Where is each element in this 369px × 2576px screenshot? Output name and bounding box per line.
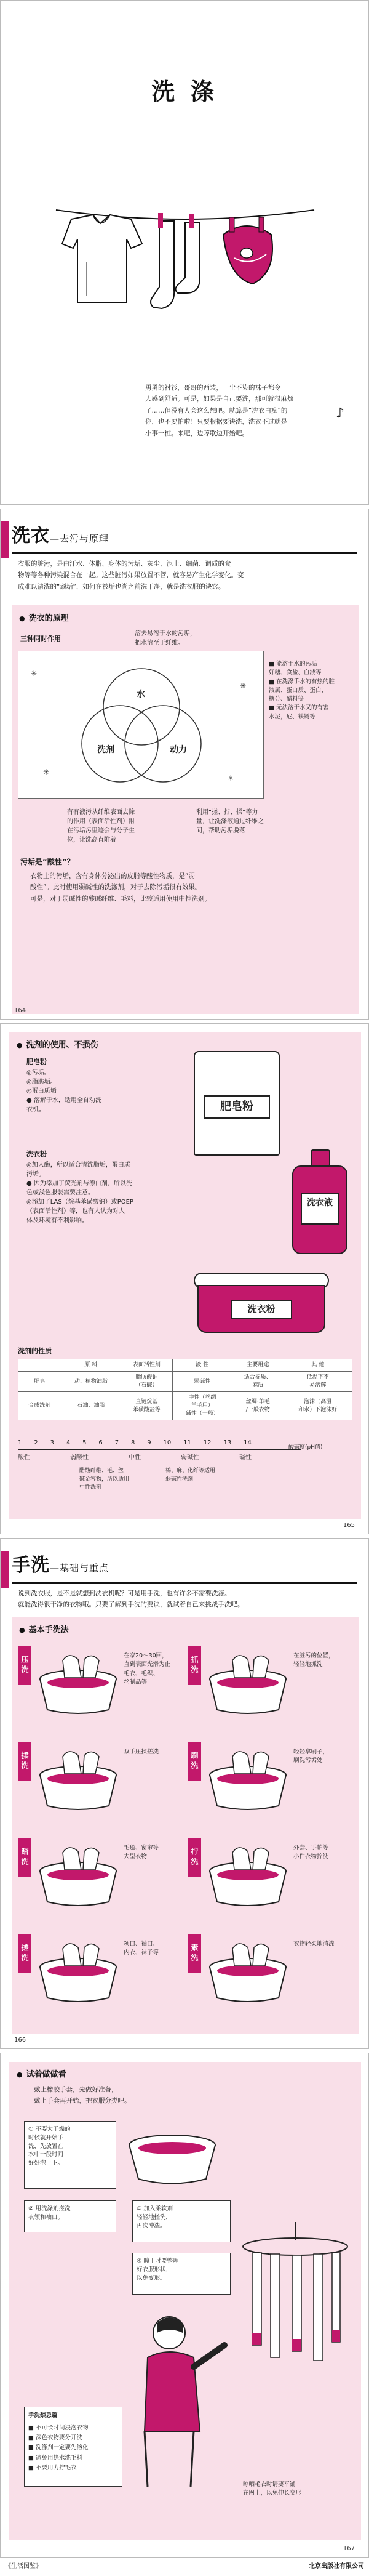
- dirt-acid-text: 衣物上的污垢，含有身体分泌出的皮脂等酸性物质，是“弱 酸性”。此时使用弱碱性的洗涤剂，对于去除污垢很有效果。 可是，对于弱碱性的酸碱纤维、毛料，比较适用使用中性洗剂。: [30, 872, 211, 903]
- principle-panel: [12, 605, 359, 1014]
- title-page: [0, 0, 369, 505]
- wash-step-text: 在家20～30回， 直到表面光滑为止 毛衣、毛织、 丝制品等: [124, 1652, 171, 1686]
- ph-numbers: 1 2 3 4 5 6 7 8 9 10 11 12 13 14: [18, 1439, 252, 1446]
- table-header-row: 原 料 表面活性剂 液 性 主要用途 其 他: [18, 1359, 352, 1372]
- svg-text:✳: ✳: [240, 682, 247, 690]
- soap-items: ◎污垢。 ◎脂肪垢。 ◎蛋白质垢。 ● 溶解于水，适用全自动洗 衣机。: [26, 1069, 101, 1113]
- page-166: [0, 1538, 369, 2049]
- footer-bar: [0, 2559, 369, 2576]
- table-row: 合成洗剂 石油、油脂 直链烷基 苯磺酸盐等 中性（丝绸 羊毛用） 碱性（一般） 丝绸·羊毛 /一般衣物 泡沫（高温 和水）下泡沫好: [18, 1392, 352, 1420]
- venn-label-detergent: 洗剂: [97, 745, 114, 755]
- basin-illustration: [35, 1936, 121, 2004]
- soap-bag-illustration: [194, 1051, 280, 1156]
- section-tab: [1, 1551, 9, 1588]
- basin-illustration: [126, 2130, 218, 2185]
- dont-tips-box: 手洗禁忌篇 ■ 不可长时间浸泡衣物 ■ 深色衣物要分开洗 ■ 洗涤剂一定要先溶化 ■ 避免用热水洗毛料 ■ 不要用力拧毛衣: [24, 2407, 122, 2487]
- basic-handwash-panel: [12, 1617, 359, 2034]
- wash-step-tag: 揉洗: [18, 1742, 31, 1781]
- basin-illustration: [205, 1936, 291, 2004]
- detergent-note: 有有液污从纤维表面去除 的作用（表面活性剂）附 在污垢污里迹会与分子生 位，让洗高直附着: [67, 809, 135, 843]
- page-167: [0, 2053, 369, 2558]
- wash-step-text: 领口、袖口、 内衣、袜子等: [124, 1941, 159, 1957]
- ph-acid-note: 醋酸纤维、毛、丝 碱金容物，所以适用 中性洗剂: [79, 1468, 130, 1491]
- dirt-types-note: ■ 能溶于水的污垢 好糖、食盐、血液等 ■ 在洗涤手水的有热的脏 液属、蛋白质、蛋白、 糖分、醋料等 ■ 无法溶于水又的有害 水泥，尼、铁锈等: [269, 661, 335, 720]
- cap-icon: [223, 217, 272, 284]
- wash-step-tag: 抓洗: [188, 1646, 201, 1685]
- washing-powder-tub-illustration: [194, 1273, 329, 1334]
- svg-text:✳: ✳: [228, 774, 234, 783]
- intro-paragraph: 衣服的脏污，是由汗水、体脂、身体的污垢、灰尘、泥土、细菌、调质的食 物等等各种污染混合在一起。这些脏污如果放置不管，就容易产生化学变化。变 成难以清洗的“顽垢”，如何在被垢也尚之前洗干净，就是洗衣服的诀窍。: [18, 560, 244, 590]
- basin-illustration: [35, 1744, 121, 1812]
- heading-rule: [12, 552, 357, 554]
- section-heading: 手洗—基础与重点: [12, 1555, 109, 1576]
- wash-step: [18, 1834, 183, 1920]
- section-title: ● 洗衣的原理: [19, 613, 69, 625]
- basin-illustration: [35, 1840, 121, 1908]
- soap-bag-label: 肥皂粉: [204, 1095, 270, 1119]
- wash-step: [18, 1642, 183, 1728]
- wash-step-tag: 踏洗: [18, 1838, 31, 1877]
- section-title: ● 试着做做看: [17, 2069, 66, 2081]
- step-2-box: ② 用洗涤剂搓洗 衣领和袖口。: [24, 2200, 116, 2232]
- properties-table: [18, 1359, 352, 1420]
- dry-note: 晾晒毛衣时请要平铺 在网上，以免伸长变形: [243, 2481, 302, 2497]
- wash-step: [188, 1834, 352, 1920]
- socks-icon: [151, 213, 200, 308]
- wash-step-text: 衣物轻柔地清洗: [293, 1941, 335, 1947]
- wash-step-text: 双手压揉搓洗: [124, 1749, 159, 1755]
- basin-illustration: [205, 1744, 291, 1812]
- intro-text: 勇勇的衬衫，哥哥的西装，一尘不染的袜子都令 人感到舒适。可是，如果是自己要洗，那可就很麻烦 了……但没有人会这么想吧。就算是“洗衣白痴”的 你，也不要怕啦！只要根据要诀洗，洗衣不过就是 小事一桩。来吧，边哼歌边开始吧。: [145, 384, 294, 437]
- page-number: 167: [343, 2545, 355, 2552]
- basin-illustration: [35, 1648, 121, 1716]
- section-heading: 洗衣—去污与原理: [12, 525, 109, 547]
- detergent-panel: [9, 1032, 361, 1519]
- intro-paragraph: 戴上橡胶手套，先做好准备， 戴上手套再开始，把衣服分类吧。: [34, 2086, 131, 2105]
- wash-step-text: 轻轻拿刷子， 刷洗污垢处: [293, 1749, 329, 1765]
- power-note: 利用“搓、拧、揉”等力 量，让洗涤液通过纤维之 间，帮助污垢脱落: [196, 809, 264, 834]
- section-title: ● 洗剂的使用、不损伤: [17, 1040, 98, 1052]
- subsection-title: 三种同时作用: [20, 635, 61, 643]
- basin-illustration: [205, 1648, 291, 1716]
- ph-alkali-note: 棉、麻、化纤等适用 弱碱性洗剂: [165, 1468, 216, 1483]
- section-tab: [1, 521, 9, 558]
- page-number: 166: [14, 2036, 26, 2043]
- properties-title: 洗剂的性质: [18, 1347, 52, 1355]
- page-number: 165: [343, 1521, 355, 1529]
- step-1-box: ① 不要太干燥的 时候就开始手 洗，先放置在 水中一段时间 好好泡一下。: [24, 2121, 116, 2189]
- table-row: 肥皂 动、植物油脂 脂肪酸钠 （石碱） 弱碱性 适合棉质、 麻质 低温下不 易溶解: [18, 1372, 352, 1392]
- soap-title: 肥皂粉: [26, 1058, 47, 1066]
- wash-step-tag: 素洗: [188, 1934, 201, 1973]
- venn-circles: [18, 651, 263, 798]
- section-title: ● 基本手洗法: [19, 1625, 69, 1636]
- basin-illustration: [205, 1840, 291, 1908]
- drying-rack-illustration: [237, 2222, 354, 2382]
- person-illustration: [132, 2308, 237, 2493]
- wash-step-text: 毛毯、窗帘等 大型衣物: [124, 1845, 159, 1861]
- venn-diagram: [18, 651, 264, 799]
- venn-label-water: 水: [137, 690, 145, 699]
- wash-step-tag: 压洗: [18, 1646, 31, 1685]
- wash-step-tag: 刷洗: [188, 1742, 201, 1781]
- try-it-panel: [9, 2062, 361, 2540]
- wash-step: [188, 1930, 352, 2016]
- page-title: 洗 涤: [151, 78, 218, 105]
- wash-steps-grid: [18, 1642, 352, 2030]
- laundry-line-illustration: [1, 185, 369, 358]
- publisher-name: 北京出版社有限公司: [309, 2563, 364, 2570]
- wash-step-tag: 拧洗: [188, 1838, 201, 1877]
- venn-label-power: 动力: [170, 745, 187, 755]
- intro-paragraph: 说到洗衣服，是不是就想到洗衣机呢？可是用手洗，也有许多不需要洗涤。 就能洗得很干净的衣物哦。只要了解到手洗的要诀，就试着自己来挑战手洗吧。: [18, 1590, 244, 1609]
- svg-text:✳: ✳: [43, 768, 50, 776]
- ph-scale: [18, 1439, 352, 1513]
- tips-title: 手洗禁忌篇: [28, 2412, 58, 2419]
- liquid-items: ◎加人酶，所以适合清洗脂垢，蛋白质 污垢。 ● 因为添加了荧光剂与漂白剂，所以洗 色或浅色服装需要注意。 ◎添加了LAS（烷基苯磺酸钠）或POEP （表面活性剂）等，也有人认为对人 体及环境有不利影响。: [26, 1162, 133, 1224]
- music-note-icon: ♪: [336, 406, 345, 421]
- wash-step: [188, 1738, 352, 1824]
- shirt-icon: [62, 215, 142, 302]
- ph-ranges: 酸性 弱酸性 中性 弱碱性 碱性: [18, 1454, 252, 1461]
- wash-step: [18, 1738, 183, 1824]
- step-4-box: ④ 晾干时要整理 好衣服形状， 以免变形。: [132, 2253, 231, 2295]
- water-note: 溶去易溶于水的污垢， 把水溶至于纤维。: [135, 630, 196, 646]
- page-164: [0, 509, 369, 1020]
- wash-step: [188, 1642, 352, 1728]
- liquid-title: 洗衣粉: [26, 1150, 47, 1158]
- wash-step: [18, 1930, 183, 2016]
- book-title: 《生活图鉴》: [5, 2563, 42, 2570]
- page-number: 164: [14, 1007, 26, 1014]
- wash-step-text: 外套、手帕等 小件衣物拧洗: [293, 1845, 329, 1861]
- detergent-bottle-illustration: [292, 1149, 347, 1254]
- tub-label: 洗衣粉: [231, 1300, 292, 1319]
- bottle-label: 洗衣液: [301, 1193, 339, 1225]
- dirt-acid-heading: 污垢是“酸性”？: [20, 858, 74, 866]
- page-165: [0, 1023, 369, 1534]
- step-3-box: ③ 加入柔软剂 轻轻地搓洗， 再次冲洗。: [132, 2200, 231, 2242]
- wash-step-tag: 搓洗: [18, 1934, 31, 1973]
- ph-unit: 酸碱度(pH值): [288, 1444, 323, 1451]
- svg-text:✳: ✳: [31, 669, 38, 678]
- wash-step-text: 在脏污的位置， 轻轻地抓洗: [293, 1652, 335, 1668]
- heading-rule: [12, 1582, 357, 1584]
